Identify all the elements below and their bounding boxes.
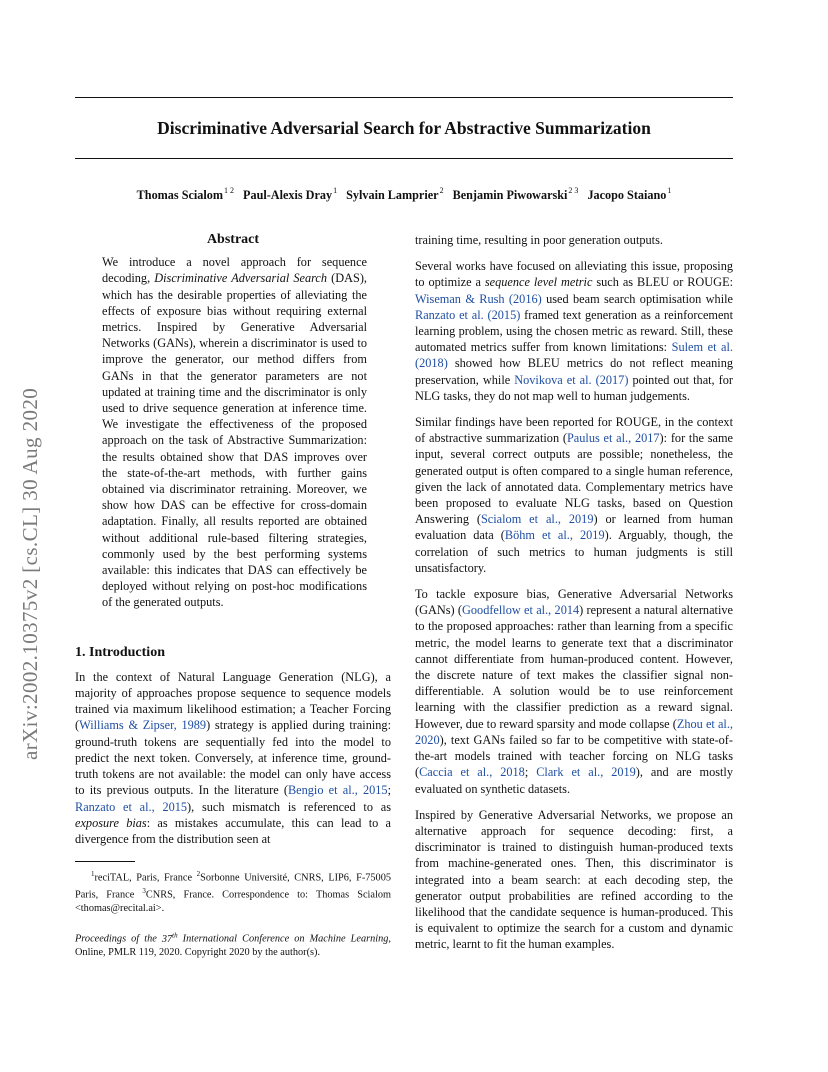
- citation-link[interactable]: Bengio et al., 2015: [287, 783, 388, 798]
- affiliation-footnote: $^1$reciTAL, Paris, France $^2$Sorbonne Université, CNRS, LIP6, F-75005 Paris, France $^3$CNRS, France. Correspondence to: Thomas Scialom <thomas@recital.ai>.: [75, 870, 391, 914]
- citation-link[interactable]: Caccia et al., 2018: [419, 765, 525, 780]
- citation-link[interactable]: Scialom et al., 2019: [480, 512, 594, 527]
- citation-link[interactable]: Goodfellow et al., 2014: [462, 603, 580, 618]
- proceedings-note: Proceedings of the 37th International Conference on Machine Learning, Online, PMLR 119, 2020. Copyright 2020 by the author(s).: [75, 931, 391, 958]
- author-list: [75, 187, 733, 203]
- citation-link[interactable]: Zhou et al., 2020: [415, 716, 733, 747]
- citation-link[interactable]: Paulus et al., 2017: [566, 431, 660, 446]
- footnote-divider: [75, 861, 135, 862]
- abstract-heading: Abstract: [206, 232, 260, 247]
- title-rule-top: [75, 97, 733, 98]
- section-heading-introduction: 1. Introduction: [75, 644, 165, 660]
- citation-link[interactable]: Wiseman & Rush (2016): [415, 291, 542, 306]
- left-column: [75, 232, 391, 969]
- abstract-text: We introduce a novel approach for sequence decoding, Discriminative Adversarial Search (DAS), which has the desirable properties of alleviating the effects of exposure bias without requiring external metrics. Inspired by Generative Adversarial Networks (GANs), wherein a discriminator is used to improve the generator, our method differs from GANs in that the generator parameters are not updated at training time and the discriminator is only used to drive sequence generation at inference time. We investigate the effectiveness of the proposed approach on the task of Abstractive Summarization: the results obtained show that DAS improves over the state-of-the-art methods, with further gains obtained via discriminator retraining. Moreover, we show how DAS can be effective for cross-domain adaptation. Finally, all results reported are obtained without additional rule-based filtering strategies, commonly used by the best performing systems available: this indicates that DAS can effectively be deployed without relying on post-hoc modifications of the generated outputs.: [102, 255, 367, 610]
- citation-link[interactable]: Clark et al., 2019: [536, 765, 636, 780]
- author: Benjamin Piwowarski$^{2 3}$: [452, 186, 579, 203]
- citation-link[interactable]: Böhm et al., 2019: [504, 528, 605, 543]
- author: Sylvain Lamprier$^2$: [346, 186, 444, 203]
- body-paragraph: Similar findings have been reported for ROUGE, in the context of abstractive summarization (Paulus et al., 2017): for the same input, several correct outputs are possible; nonetheless, the generated output is often compared to a single human reference, given the lack of annotated data. Complementary metrics have been proposed to evaluate NLG tasks, based on Question Answering (Scialom et al., 2019) or learned from human evaluation data (Böhm et al., 2019). Arguably, though, the correlation of such metrics to human judgments is still unsatisfactory.: [415, 415, 733, 575]
- paper-title: Discriminative Adversarial Search for Abstractive Summarization: [157, 118, 651, 138]
- author: Thomas Scialom$^{1 2}$: [136, 186, 234, 203]
- body-paragraph: training time, resulting in poor generation outputs.: [415, 233, 663, 247]
- citation-link[interactable]: Ranzato et al., 2015: [75, 799, 188, 814]
- body-paragraph: Several works have focused on alleviating this issue, proposing to optimize a sequence level metric such as BLEU or ROUGE: Wiseman & Rush (2016) used beam search optimisation while Ranzato et al. (2015) framed text generation as a reinforcement learning problem, using the chosen metric as reward. Still, these automated metrics suffer from known limitations: Sulem et al. (2018) showed how BLEU metrics do not reflect meaning preservation, while Novikova et al. (2017) pointed out that, for NLG tasks, they do not map well to human judgements.: [415, 259, 734, 403]
- title-rule-bottom: [75, 158, 733, 159]
- citation-link[interactable]: Williams & Zipser, 1989: [79, 718, 207, 733]
- author: Jacopo Staiano$^1$: [587, 186, 672, 203]
- body-paragraph: Inspired by Generative Adversarial Networks, we propose an alternative approach for sequence decoding: first, a discriminator is trained to distinguish human-produced texts from machine-generated ones. Then, this discriminator is integrated into a beam search: at each decoding step, the generator output probabilities are refined according to the likelihood that the candidate sequence is human-produced. This is equivalent to optimize the search for a custom and dynamic metric, learnt to fit the human examples.: [415, 807, 733, 952]
- right-column: [415, 232, 733, 963]
- arxiv-identifier: arXiv:2002.10375v2 [cs.CL] 30 Aug 2020: [18, 387, 42, 760]
- intro-paragraph: In the context of Natural Language Generation (NLG), a majority of approaches propose sequence to sequence models trained via maximum likelihood estimation; a Teacher Forcing (Williams & Zipser, 1989) strategy is applied during training: ground-truth tokens are sequentially fed into the model to predict the next token. Conversely, at inference time, ground-truth tokens are not available: the model can only have access to its previous outputs. In the literature (Bengio et al., 2015; Ranzato et al., 2015), such mismatch is referenced to as exposure bias: as mistakes accumulate, this can lead to a divergence from the distribution seen at: [75, 669, 392, 846]
- citation-link[interactable]: Sulem et al. (2018): [415, 340, 733, 371]
- citation-link[interactable]: Ranzato et al. (2015): [415, 307, 521, 322]
- body-paragraph: To tackle exposure bias, Generative Adversarial Networks (GANs) (Goodfellow et al., 2014) represent a natural alternative to the proposed approaches: rather than learning from a specific metric, the model learns to generate text that a discriminator cannot differentiate from human-produced content. However, the discrete nature of text makes the classifier signal non-differentiable. A solution would be to use reinforcement learning with the classifier prediction as a reward signal. However, due to reward sparsity and mode collapse (Zhou et al., 2020), text GANs failed so far to be competitive with state-of-the-art models trained with teacher forcing on NLG tasks (Caccia et al., 2018; Clark et al., 2019), and are mostly evaluated on synthetic datasets.: [415, 587, 733, 796]
- author: Paul-Alexis Dray$^1$: [243, 186, 338, 203]
- citation-link[interactable]: Novikova et al. (2017): [514, 372, 629, 387]
